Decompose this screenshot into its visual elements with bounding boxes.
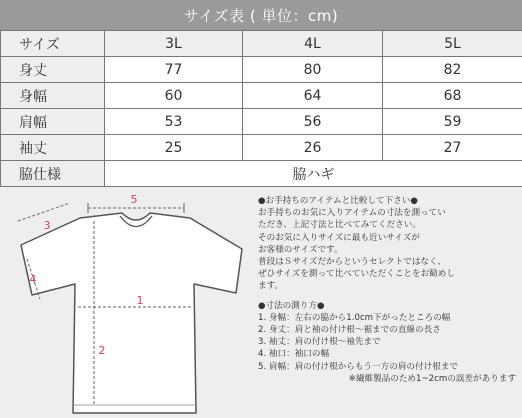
spec-value: 脇ハギ <box>105 161 522 187</box>
notes-intro-heading: ●お手持ちのアイテムと比較して下さい● <box>258 196 418 206</box>
table-cell: 60 <box>105 83 243 109</box>
header-size-5l: 5L <box>383 31 522 57</box>
size-table <box>0 30 522 187</box>
size-table-header-row <box>1 31 522 57</box>
table-cell: 56 <box>243 109 383 135</box>
row-label-sleeve: 袖丈 <box>1 135 105 161</box>
notes-measure-item: 3. 袖丈：肩の付け根～袖先まで <box>258 337 381 348</box>
measurement-notes <box>258 195 520 385</box>
notes-line: そのお気に入りサイズに最も近いサイズが <box>258 232 420 243</box>
table-row <box>1 57 522 83</box>
table-cell: 77 <box>105 57 243 83</box>
row-label-length: 身丈 <box>1 57 105 83</box>
table-cell: 26 <box>243 135 383 161</box>
notes-line: ぜひサイズを測って比べていただくことをお勧めし <box>258 269 455 280</box>
table-cell: 25 <box>105 135 243 161</box>
header-size-3l: 3L <box>105 31 243 57</box>
table-row <box>1 83 522 109</box>
table-cell: 80 <box>243 57 383 83</box>
notes-line: お客様のサイズです。 <box>258 244 343 255</box>
notes-line: 普段はＳサイズだからというセレクトではなく、 <box>258 257 447 268</box>
table-cell: 53 <box>105 109 243 135</box>
notes-measure-item: 5. 肩幅：肩の付け根からもう一方の肩の付け根まで <box>258 361 458 372</box>
notes-line: ただき、上記寸法と比べてみてください。 <box>258 220 421 231</box>
row-label-shoulder: 肩幅 <box>1 109 105 135</box>
table-row <box>1 135 522 161</box>
diagram-area <box>0 187 522 418</box>
table-cell: 27 <box>383 135 522 161</box>
label-body-length: 2 <box>98 344 106 357</box>
label-shoulder-width: 5 <box>130 193 138 206</box>
tshirt-shape <box>21 213 242 413</box>
table-cell: 82 <box>383 57 522 83</box>
tshirt-diagram <box>0 187 250 418</box>
notes-measure-heading: ●寸法の測り方● <box>258 300 325 311</box>
label-sleeve-length: 3 <box>43 219 51 232</box>
header-size-4l: 4L <box>243 31 383 57</box>
table-cell: 59 <box>383 109 522 135</box>
table-row-spec <box>1 161 522 187</box>
notes-spacer <box>258 293 520 300</box>
notes-line: お手持ちのお気に入りアイテムの寸法を測ってい <box>258 208 446 219</box>
table-row <box>1 109 522 135</box>
notes-footnote: ※繊維製品のため1~2cmの誤差があります <box>348 373 516 384</box>
spec-label: 脇仕様 <box>1 161 105 187</box>
header-size-label: サイズ <box>1 31 105 57</box>
size-chart-title: サイズ表 ( 単位：cm) <box>0 0 522 30</box>
notes-line: ます。 <box>258 281 284 292</box>
label-body-width: 1 <box>136 294 144 307</box>
table-cell: 64 <box>243 83 383 109</box>
notes-measure-item: 1. 身幅：左右の脇から1.0cm下がったところの幅 <box>258 312 451 323</box>
notes-measure-item: 4. 袖口：袖口の幅 <box>258 349 330 360</box>
table-cell: 68 <box>383 83 522 109</box>
row-label-width: 身幅 <box>1 83 105 109</box>
label-cuff-width: 4 <box>29 273 37 286</box>
notes-measure-item: 2. 身丈：肩と袖の付け根～裾までの直線の長さ <box>258 325 441 336</box>
